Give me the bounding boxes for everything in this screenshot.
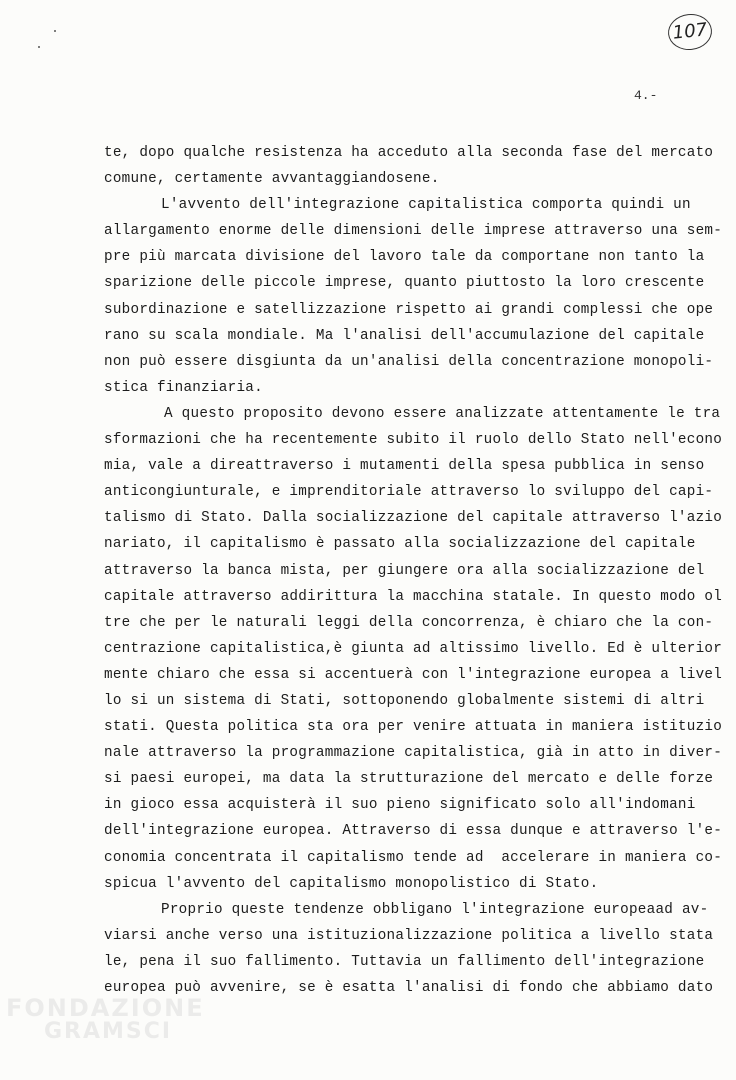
text-line: capitale attraverso addirittura la macchina statale. In questo modo ol [104,588,723,605]
text-line: pre più marcata divisione del lavoro tale da comportane non tanto la [104,249,705,266]
text-line: lo si un sistema di Stati, sottoponendo globalmente sistemi di altri [104,692,705,709]
text-line: spicua l'avvento del capitalismo monopolistico di Stato. [104,875,599,892]
text-line: non può essere disgiunta da un'analisi della concentrazione monopoli- [104,353,714,370]
text-line: europea può avvenire, se è esatta l'analisi di fondo che abbiamo dato [104,980,714,996]
text-line: dell'integrazione europea. Attraverso di essa dunque e attraverso l'e- [104,823,723,840]
text-line: si paesi europei, ma data la strutturazione del mercato e delle forze [104,771,714,788]
text-line: tre che per le naturali leggi della concorrenza, è chiaro che la con- [104,614,714,631]
text-line: A questo proposito devono essere analizzate attentamente le tra [164,405,721,422]
text-line: le, pena il suo fallimento. Tuttavia un fallimento dell'integrazione [104,953,705,970]
text-line: te, dopo qualche resistenza ha acceduto alla seconda fase del mercato [104,145,714,161]
body-text [104,140,723,1001]
text-line: comune, certamente avvantaggiandosene. [104,171,440,188]
text-line: attraverso la banca mista, per giungere ora alla socializzazione del [104,562,705,579]
watermark-line-2: GRAMSCI [44,1019,173,1044]
text-line: Proprio queste tendenze obbligano l'integrazione europeaad av- [161,901,709,918]
text-line: stica finanziaria. [104,379,263,396]
text-line: nariato, il capitalismo è passato alla socializzazione del capitale [104,536,696,553]
text-line: L'avvento dell'integrazione capitalistica comporta quindi un [161,197,691,214]
text-line: stati. Questa politica sta ora per venire attuata in maniera istituzio [104,719,723,736]
archive-watermark [6,996,205,1044]
watermark-line-1: FONDAZIONE [6,994,205,1022]
text-line: conomia concentrata il capitalismo tende ad accelerare in maniera co- [104,849,723,866]
text-line: sformazioni che ha recentemente subito il ruolo dello Stato nell'econo [104,432,723,449]
paper-speck [38,46,40,48]
text-line: mia, vale a direattraverso i mutamenti della spesa pubblica in senso [104,458,705,475]
text-line: anticongiunturale, e imprenditoriale attraverso lo sviluppo del capi- [104,484,714,501]
handwritten-page-number: 107 [666,12,714,52]
text-line: talismo di Stato. Dalla socializzazione del capitale attraverso l'azio [104,510,723,527]
text-line: sparizione delle piccole imprese, quanto piuttosto la loro crescente [104,275,705,292]
text-line: viarsi anche verso una istituzionalizzazione politica a livello stata [104,927,714,944]
paper-speck [54,30,56,32]
text-line: subordinazione e satellizzazione rispetto ai grandi complessi che ope [104,301,714,318]
text-line: rano su scala mondiale. Ma l'analisi dell'accumulazione del capitale [104,327,705,344]
text-line: mente chiaro che essa si accentuerà con l'integrazione europea a livel [104,666,723,683]
text-line: centrazione capitalistica,è giunta ad altissimo livello. Ed è ulterior [104,640,723,657]
text-line: nale attraverso la programmazione capitalistica, già in atto in diver- [104,745,723,762]
typed-page-number: 4.- [634,88,658,103]
text-line: in gioco essa acquisterà il suo pieno significato solo all'indomani [104,797,696,814]
text-line: allargamento enorme delle dimensioni delle imprese attraverso una sem- [104,223,723,240]
